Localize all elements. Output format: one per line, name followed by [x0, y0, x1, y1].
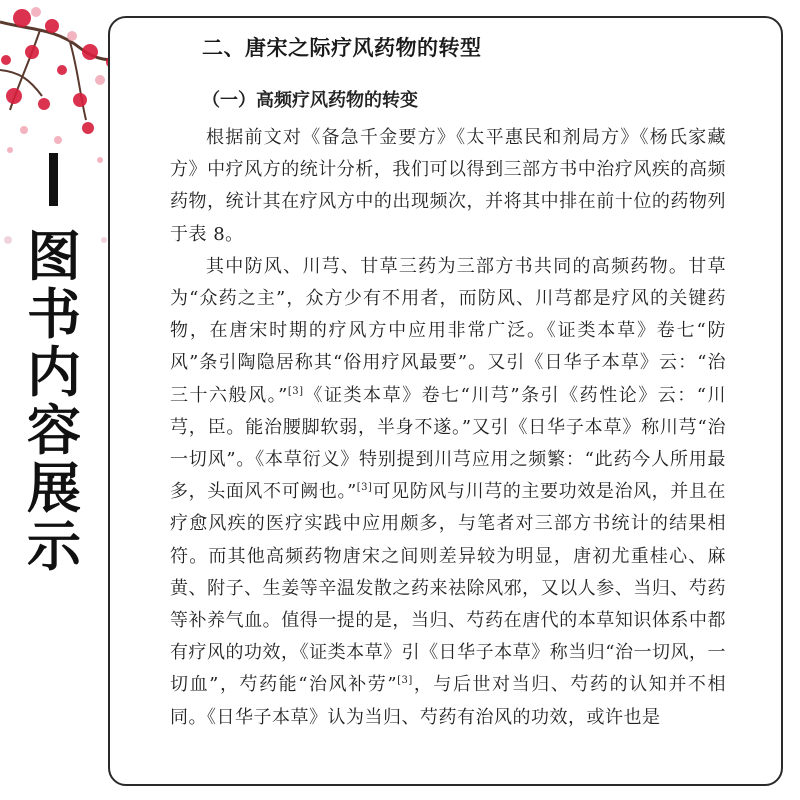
body-paragraph: [170, 122, 726, 251]
subsection-heading: （一）高频疗风药物的转变: [202, 90, 418, 111]
body-text: [170, 122, 726, 734]
book-page-card: [108, 16, 783, 786]
citation-ref: [3]: [397, 675, 413, 687]
side-label: 图书内容展示: [27, 225, 81, 578]
paragraph-text: 根据前文对《备急千金要方》《太平惠民和剂局方》《杨氏家藏方》中疗风方的统计分析，我们可以得到三部方书中治疗风疾的高频药物，统计其在疗风方中的出现频次，并将其中排在前十位的药物列于表 8。: [170, 127, 726, 245]
paragraph-text: 《证类本草》卷七“川芎”条引《药性论》云：“川芎，臣。能治腰脚软弱，半身不遂。”又引《日华子本草》称川芎“治一切风”。《本草衍义》特别提到川芎应用之频繁：“此药今人所用最多，头面风不可阙也。”: [170, 384, 726, 503]
paragraph-text: 其中防风、川芎、甘草三药为三部方书共同的高频药物。甘草为“众药之主”，众方少有不用者，而防风、川芎都是疗风的关键药物，在唐宋时期的疗风方中应用非常广泛。《证类本草》卷七“防风”条引陶隐居称其“俗用疗风最要”。又引《日华子本草》云：“治三十六般风。”: [170, 255, 726, 406]
paragraph-text: 可见防风与川芎的主要功效是治风，并且在疗愈风疾的医疗实践中应用颇多，与笔者对三部方书统计的结果相符。而其他高频药物唐宋之间则差异较为明显，唐初尤重桂心、麻黄、附子、生姜等辛温发散之药来祛除风邪，又以人参、当归、芍药等补养气血。值得一提的是，当归、芍药在唐代的本草知识体系中都有疗风的功效，《证类本草》引《日华子本草》称当归“治一切风，一切血”，芍药能“治风补劳”: [170, 481, 726, 696]
body-paragraph: [170, 251, 726, 734]
citation-ref: [3]: [287, 385, 304, 397]
citation-ref: [3]: [356, 482, 373, 494]
side-bar-mark: [49, 153, 58, 206]
page-content: [170, 32, 726, 734]
section-heading: 二、唐宋之际疗风药物的转型: [202, 36, 482, 60]
paragraph-text: ，与后世对当归、芍药的认知并不相同。《日华子本草》认为当归、芍药有治风的功效，或许也是: [170, 674, 727, 728]
